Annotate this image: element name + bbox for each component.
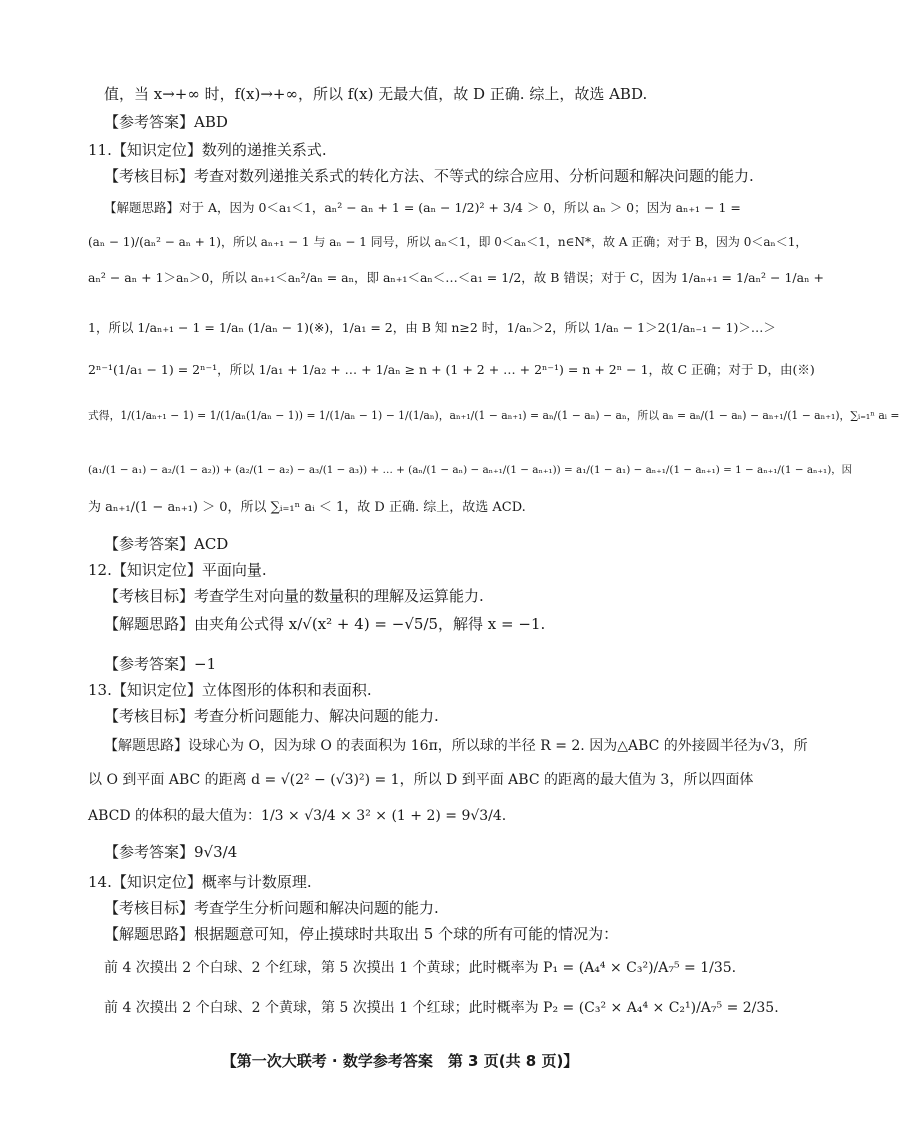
solution-line: 2ⁿ⁻¹(1/a₁ − 1) = 2ⁿ⁻¹，所以 1/a₁ + 1/a₂ + … + 1/aₙ ≥ n + (1 + 2 + … + 2ⁿ⁻¹) = n + 2ⁿ − 1，故 C 正确；对于 D，由(※) [88,362,815,377]
solution-line: aₙ² − aₙ + 1＞aₙ＞0，所以 aₙ₊₁＜aₙ²/aₙ = aₙ，即 aₙ₊₁＜aₙ＜…＜a₁ = 1/2，故 B 错误；对于 C，因为 1/aₙ₊₁ = 1/aₙ² − 1/aₙ + [88,270,824,285]
answer-line: 【参考答案】ACD [104,535,229,553]
solution-line: 式得，1/(1/aₙ₊₁ − 1) = 1/(1/aₙ(1/aₙ − 1)) = 1/(1/aₙ − 1) − 1/(1/aₙ)，aₙ₊₁/(1 − aₙ₊₁) = aₙ/(1 − aₙ) − aₙ，所以 aₙ = aₙ/(1 − aₙ) − aₙ₊₁/(1 − aₙ₊₁)，∑ᵢ₌₁ⁿ aᵢ = [88,409,899,422]
text-line: 值，当 x→+∞ 时，f(x)→+∞，所以 f(x) 无最大值，故 D 正确. 综上，故选 ABD. [104,85,648,103]
solution-line: 【解题思路】对于 A，因为 0＜a₁＜1，aₙ² − aₙ + 1 = (aₙ − 1/2)² + 3/4 ＞ 0，所以 aₙ ＞ 0；因为 aₙ₊₁ − 1 = [104,200,741,215]
solution-line: 【解题思路】设球心为 O，因为球 O 的表面积为 16π，所以球的半径 R = 2. 因为△ABC 的外接圆半径为√3，所 [104,738,808,754]
answer-line: 【参考答案】ABD [104,113,228,131]
solution-line: ABCD 的体积的最大值为：1/3 × √3/4 × 3² × (1 + 2) = 9√3/4. [88,808,507,824]
text-line: 【考核目标】考查学生对向量的数量积的理解及运算能力. [104,587,484,605]
solution-line: (a₁/(1 − a₁) − a₂/(1 − a₂)) + (a₂/(1 − a₂) − a₃/(1 − a₃)) + … + (aₙ/(1 − aₙ) − aₙ₊₁/(1 − aₙ₊₁)) = a₁/(1 − a₁) − aₙ₊₁/(1 − aₙ₊₁) = 1 − aₙ₊₁/(1 − aₙ₊₁)，因 [88,464,853,476]
solution-line: 为 aₙ₊₁/(1 − aₙ₊₁) ＞ 0，所以 ∑ᵢ₌₁ⁿ aᵢ ＜ 1，故 D 正确. 综上，故选 ACD. [88,500,526,515]
solution-line: 以 O 到平面 ABC 的距离 d = √(2² − (√3)²) = 1，所以 D 到平面 ABC 的距离的最大值为 3，所以四面体 [88,772,754,788]
question-heading: 13.【知识定位】立体图形的体积和表面积. [88,681,372,699]
page-footer: 【第一次大联考 · 数学参考答案 第 3 页(共 8 页)】 [221,1052,579,1070]
solution-line: 前 4 次摸出 2 个白球、2 个红球，第 5 次摸出 1 个黄球；此时概率为 P₁ = (A₄⁴ × C₃²)/A₇⁵ = 1/35. [104,960,737,976]
question-heading: 14.【知识定位】概率与计数原理. [88,873,312,891]
text-line: 【考核目标】考查对数列递推关系式的转化方法、不等式的综合应用、分析问题和解决问题的能力. [104,167,754,185]
solution-line: (aₙ − 1)/(aₙ² − aₙ + 1)，所以 aₙ₊₁ − 1 与 aₙ − 1 同号，所以 aₙ＜1，即 0＜aₙ＜1，n∈N*，故 A 正确；对于 B，因为 0＜aₙ＜1， [88,235,808,249]
answer-line: 【参考答案】−1 [104,655,217,673]
text-line: 【考核目标】考查分析问题能力、解决问题的能力. [104,707,439,725]
text-line: 【解题思路】根据题意可知，停止摸球时共取出 5 个球的所有可能的情况为： [104,925,619,943]
question-heading: 12.【知识定位】平面向量. [88,561,267,579]
solution-line: 【解题思路】由夹角公式得 x/√(x² + 4) = −√5/5，解得 x = −1. [104,615,546,633]
question-heading: 11.【知识定位】数列的递推关系式. [88,141,327,159]
text-line: 【考核目标】考查学生分析问题和解决问题的能力. [104,899,439,917]
solution-line: 1，所以 1/aₙ₊₁ − 1 = 1/aₙ (1/aₙ − 1)(※)，1/a₁ = 2，由 B 知 n≥2 时，1/aₙ＞2，所以 1/aₙ − 1＞2(1/aₙ₋₁ − 1)＞…＞ [88,320,776,335]
solution-line: 前 4 次摸出 2 个白球、2 个黄球，第 5 次摸出 1 个红球；此时概率为 P₂ = (C₃² × A₄⁴ × C₂¹)/A₇⁵ = 2/35. [104,1000,779,1016]
answer-line: 【参考答案】9√3/4 [104,843,238,861]
